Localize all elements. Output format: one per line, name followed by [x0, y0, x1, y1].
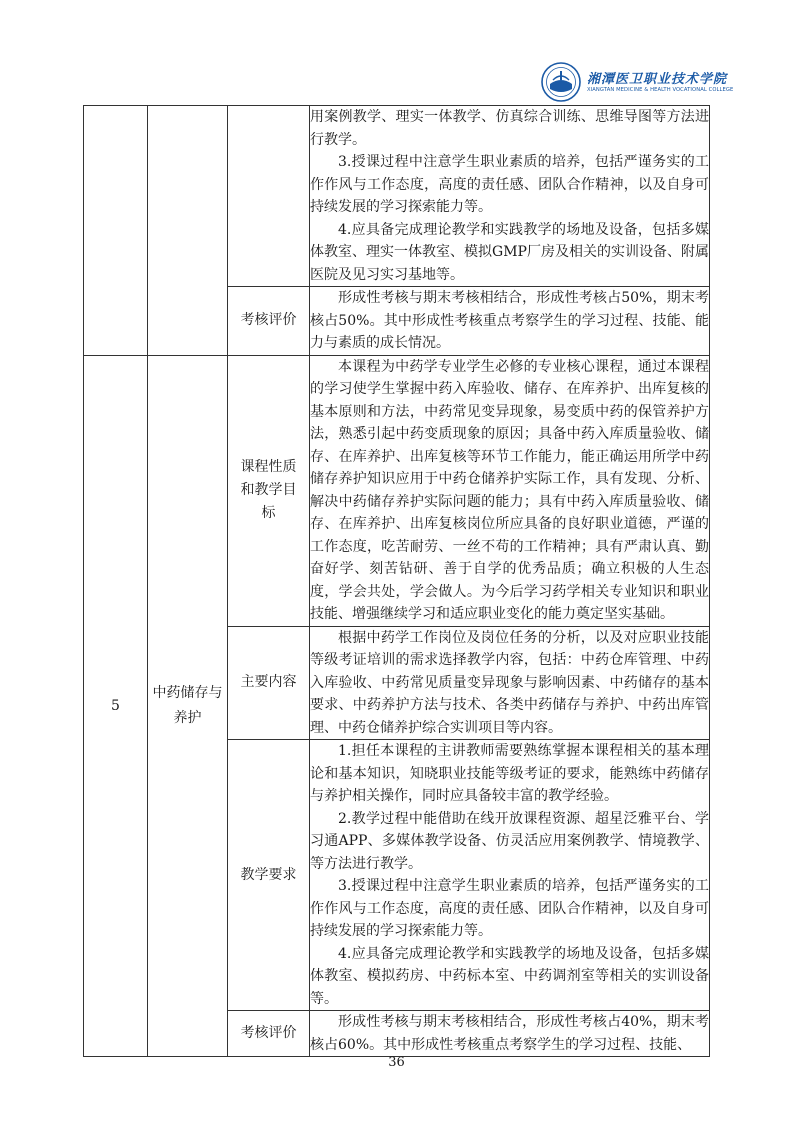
prev-requirement-label-cell: [228, 106, 310, 287]
table-row: [84, 355, 710, 626]
college-logo: [541, 62, 734, 106]
label-line: 课程性质: [240, 459, 297, 475]
label-line: 标: [261, 505, 276, 521]
paragraph: 形成性考核与期末考核相结合，形成性考核占40%，期末考核占60%。其中形成性考核重点考察学生的学习过程、技能、: [310, 1014, 709, 1053]
paragraph: 2.教学过程中能借助在线开放课程资源、超星泛雅平台、学习通APP、多媒体教学设备、仿灵活应用案例教学、情境教学、等方法进行教学。: [310, 810, 709, 872]
prev-number-cell: [84, 106, 148, 356]
row-text-cell: [310, 740, 710, 1011]
prev-requirement-text-cell: [310, 106, 710, 287]
paragraph: 4.应具备完成理论教学和实践教学的场地及设备，包括多媒体教室、理实一体教室、模拟GMP厂房及相关的实训设备、附属医院及见习实习基地等。: [310, 221, 709, 283]
row-text-cell: [310, 287, 710, 356]
course-number: 5: [84, 355, 148, 1057]
course-name-line: 养护: [173, 709, 202, 726]
row-text-cell: [310, 355, 710, 626]
row-label: 考核评价: [228, 1011, 310, 1057]
row-label: 教学要求: [228, 740, 310, 1011]
paragraph: 本课程为中药学专业学生必修的专业核心课程，通过本课程的学习使学生掌握中药入库验收、储存、在库养护、出库复核的基本原则和方法，中药常见变异现象，易变质中药的保管养护方法，熟悉引起中药变质现象的原因；具备中药入库质量验收、储存、在库养护、出库复核等环节工作能力，能正确运用所学中药储存养护知识应用于中药仓储养护实际工作，具有发现、分析、解决中药储存养护实际问题的能力；具有中药入库质量验收、储存、在库养护、出库复核岗位所应具备的良好职业道德，严谨的工作态度，吃苦耐劳、一丝不苟的工作精神；具有严肃认真、勤奋好学、刻苦钻研、善于自学的优秀品质；确立积极的人生态度，学会共处，学会做人。为今后学习药学相关专业知识和职业技能、增强继续学习和适应职业变化的能力奠定坚实基础。: [310, 358, 709, 622]
course-name-line: 中药储存与: [152, 684, 223, 701]
logo-chinese-name: 湘潭医卫职业技术学院: [587, 72, 728, 87]
paragraph: 1.担任本课程的主讲教师需要熟练掌握本课程相关的基本理论和基本知识，知晓职业技能等级考证的要求，能熟练中药储存与养护相关操作，同时应具备较丰富的教学经验。: [310, 743, 709, 804]
paragraph: 根据中药学工作岗位及岗位任务的分析，以及对应职业技能等级考证培训的需求选择教学内容，包括：中药仓库管理、中药入库验收、中药常见质量变异现象与影响因素、中药储存的基本要求、中药养护方法与技术、各类中药储存与养护、中药出库管理、中药仓储养护综合实训项目等内容。: [310, 629, 709, 736]
paragraph: 3.授课过程中注意学生职业素质的培养，包括严谨务实的工作作风与工作态度，高度的责任感、团队合作精神，以及自身可持续发展的学习探索能力等。: [310, 154, 709, 215]
curriculum-table: [83, 105, 710, 1057]
page-number: 36: [388, 1055, 405, 1070]
row-label: 考核评价: [228, 287, 310, 356]
paragraph: 4.应具备完成理论教学和实践教学的场地及设备，包括多媒体教室、模拟药房、中药标本室、中药调剂室等相关的实训设备等。: [310, 945, 709, 1007]
row-label-cell: [228, 355, 310, 626]
paragraph: 用案例教学、理实一体教学、仿真综合训练、思维导图等方法进行教学。: [310, 109, 709, 148]
logo-english-name: XIANGTAN MEDICINE & HEALTH VOCATIONAL COLLEGE: [587, 87, 734, 93]
prev-name-cell: [148, 106, 228, 356]
college-emblem-icon: [541, 62, 581, 102]
row-text-cell: [310, 626, 710, 740]
course-name-cell: [148, 355, 228, 1057]
row-text-cell: [310, 1011, 710, 1057]
paragraph: 形成性考核与期末考核相结合，形成性考核占50%，期末考核占50%。其中形成性考核重点考察学生的学习过程、技能、能力与素质的成长情况。: [310, 290, 709, 351]
label-line: 和教学目: [240, 482, 297, 498]
row-label: 主要内容: [228, 626, 310, 740]
paragraph: 3.授课过程中注意学生职业素质的培养，包括严谨务实的工作作风与工作态度，高度的责任感、团队合作精神，以及自身可持续发展的学习探索能力等。: [310, 878, 709, 939]
table-row: [84, 106, 710, 287]
